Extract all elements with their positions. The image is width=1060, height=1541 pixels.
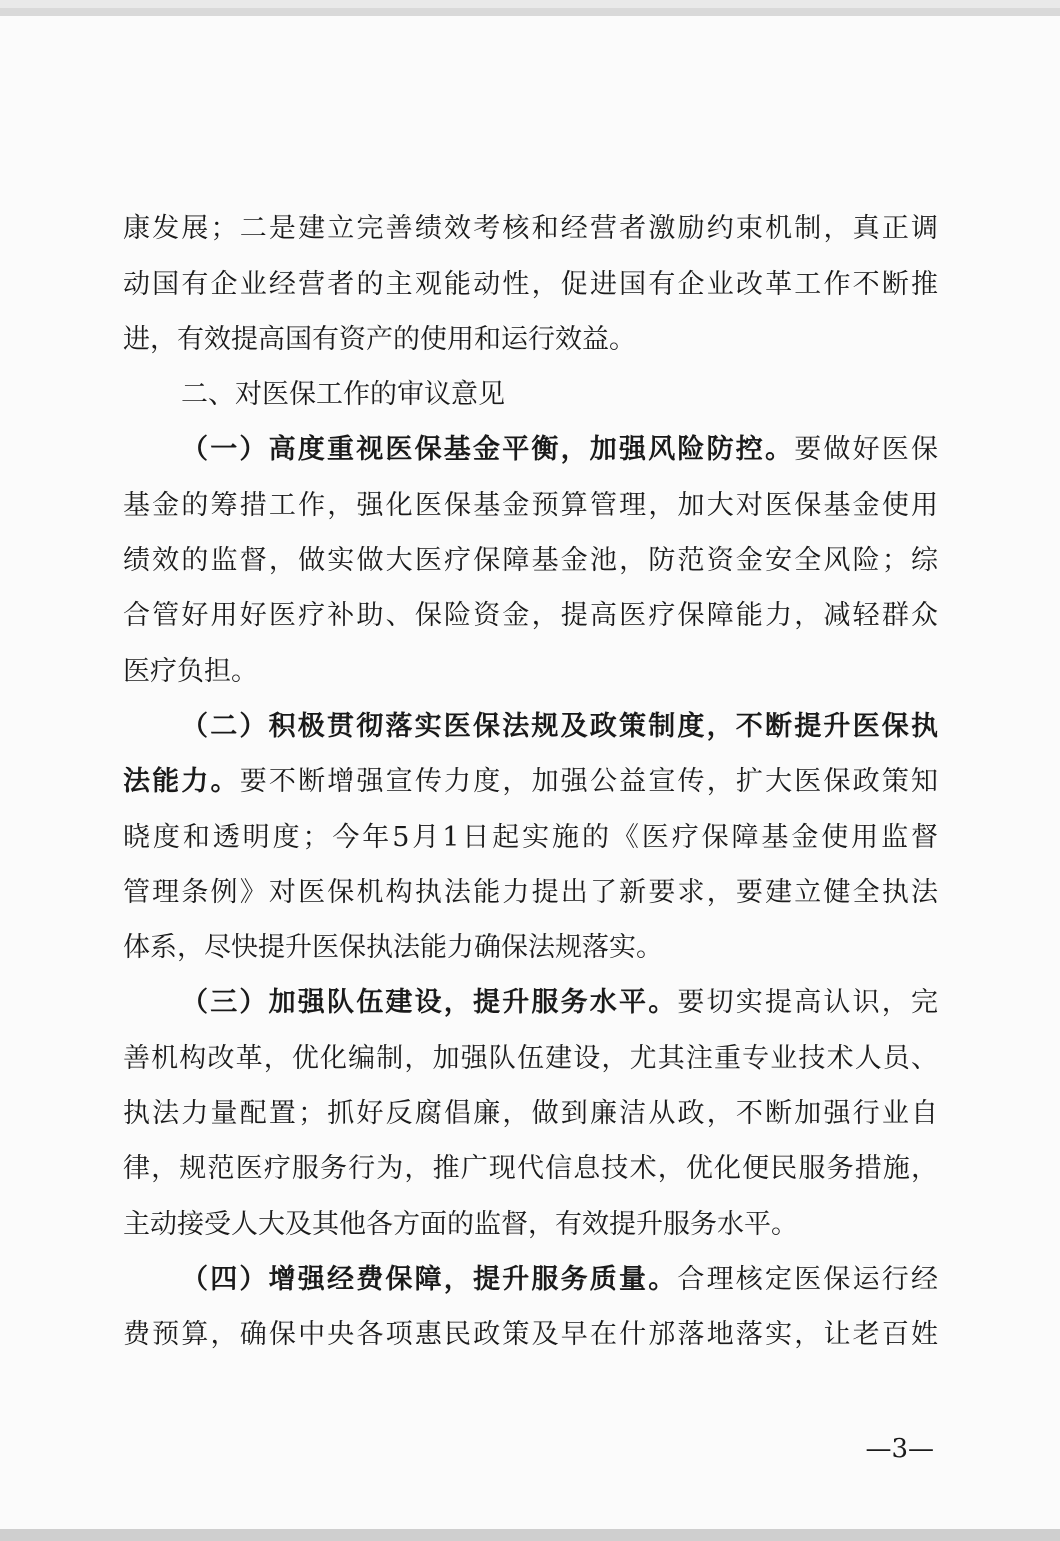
paragraph-heading-line: （三）加强队伍建设，提升服务水平。要切实提高认识，完 [181, 987, 939, 1018]
text-line: 管理条例》对医保机构执法能力提出了新要求，要建立健全执法 [123, 877, 938, 908]
page-top-edge [0, 8, 1060, 16]
text-line: 合管好用好医疗补助、保险资金，提高医疗保障能力，减轻群众 [123, 600, 938, 631]
paragraph-heading-line: （四）增强经费保障，提升服务质量。合理核定医保运行经 [181, 1264, 939, 1295]
text-line: 善机构改革，优化编制，加强队伍建设，尤其注重专业技术人员、 [123, 1043, 938, 1074]
text-line: 法能力。要不断增强宣传力度，加强公益宣传，扩大医保政策知 [123, 766, 939, 797]
text-line: 体系，尽快提升医保执法能力确保法规落实。 [123, 932, 663, 963]
bold-lead: 法能力。 [123, 766, 240, 797]
page-number: —3— [865, 1434, 934, 1464]
text-line: 医疗负担。 [123, 656, 258, 687]
text-line: 基金的筹措工作，强化医保基金预算管理，加大对医保基金使用 [123, 490, 938, 521]
text-line: 晓度和透明度；今年5月1日起实施的《医疗保障基金使用监督 [123, 822, 938, 853]
page-bottom-edge [0, 1529, 1060, 1541]
bold-lead: （一）高度重视医保基金平衡，加强风险防控。 [181, 434, 795, 465]
text-line: 执法力量配置；抓好反腐倡廉，做到廉洁从政，不断加强行业自 [123, 1098, 938, 1129]
paragraph-heading-line: （一）高度重视医保基金平衡，加强风险防控。要做好医保 [181, 434, 939, 465]
text-line: 动国有企业经营者的主观能动性，促进国有企业改革工作不断推 [123, 269, 938, 300]
document-page [0, 8, 1060, 1529]
bold-lead: （四）增强经费保障，提升服务质量。 [181, 1264, 678, 1295]
text-line: 绩效的监督，做实做大医疗保障基金池，防范资金安全风险；综 [123, 545, 938, 576]
paragraph-heading-line [181, 709, 938, 745]
bold-lead: （三）加强队伍建设，提升服务水平。 [181, 987, 678, 1018]
text-line: 主动接受人大及其他各方面的监督，有效提升服务水平。 [123, 1209, 798, 1240]
section-heading: 二、对医保工作的审议意见 [181, 379, 505, 410]
text-line: 康发展；二是建立完善绩效考核和经营者激励约束机制，真正调 [123, 213, 938, 244]
text-line: 进，有效提高国有资产的使用和运行效益。 [123, 324, 636, 355]
text-line: 律，规范医疗服务行为，推广现代信息技术，优化便民服务措施， [123, 1153, 938, 1184]
bold-lead: （二）积极贯彻落实医保法规及政策制度，不断提升医保执 [181, 711, 938, 742]
text-line: 费预算，确保中央各项惠民政策及早在什邡落地落实，让老百姓 [123, 1319, 938, 1350]
